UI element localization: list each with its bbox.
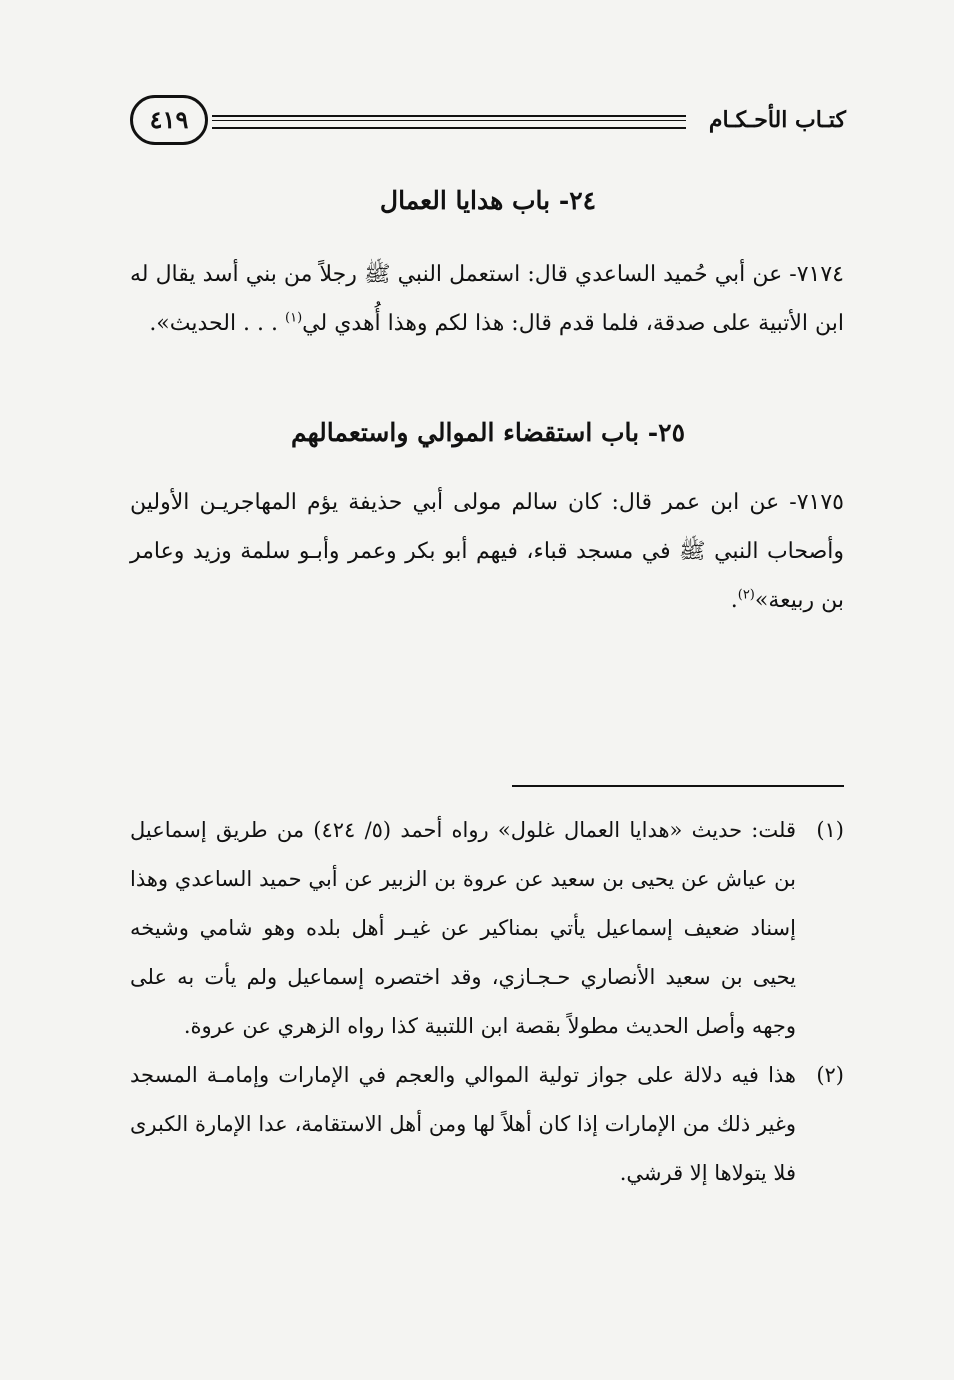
chapter-heading-25: ٢٥- باب استقضاء الموالي واستعمالهم	[290, 418, 686, 447]
footnote-text: قلت: حديث «هدايا العمال غلول» رواه أحمد (٥/ ٤٢٤) من طريق إسماعيل بن عياش عن يحيى بن سعيد عن عروة بن الزبير عن أبي حميد الساعدي وهذا إسناد ضعيف إسماعيل يأتي بمناكير عن غيـر أهل بلده وهو شامي وشيخه يحيى بن سعيد الأنصاري حـجـازي، وقد اختصره إسماعيل ولم يأت به على وجهه وأصل الحديث مطولاً بقصة ابن اللتبية كذا رواه الزهري عن عروة.	[130, 818, 796, 1038]
hadith-tail: .	[730, 588, 738, 613]
header-rule	[212, 115, 686, 129]
footnote-ref-2: (٢)	[737, 587, 755, 603]
footnote-text: هذا فيه دلالة على جواز تولية الموالي والعجم في الإمارات وإمامـة المسجد وغير ذلك من الإمارات إذا كان أهلاً لها ومن أهل الاستقامة، عدا الإمارة الكبرى فلا يتولاها إلا قرشي.	[130, 1063, 796, 1185]
footnote-1	[130, 806, 844, 1051]
footnote-separator	[512, 785, 844, 787]
page-header	[130, 95, 846, 147]
footnote-mark: (١)	[816, 818, 844, 842]
footnote-ref-1: (١)	[285, 310, 303, 326]
running-title: كتـاب الأحـكـام	[708, 107, 846, 133]
hadith-tail: . . . الحديث».	[149, 311, 279, 336]
hadith-text: ٧١٧٤- عن أبي حُميد الساعدي قال: استعمل النبي ﷺ رجلاً من بني أسد يقال له ابن الأتبية على صدقة، فلما قدم قال: هذا لكم وهذا أُهدي لي	[130, 262, 844, 336]
footnote-2	[130, 1051, 844, 1198]
footnote-mark: (٢)	[816, 1063, 844, 1087]
hadith-text: ٧١٧٥- عن ابن عمر قال: كان سالم مولى أبي حذيفة يؤم المهاجريـن الأولين وأصحاب النبي ﷺ في مسجد قباء، فيهم أبو بكر وعمر وأبـو سلمة وزيد وعامر بن ربيعة»	[130, 490, 844, 613]
footnotes	[130, 806, 844, 1198]
hadith-7174	[130, 250, 844, 348]
chapter-heading-24: ٢٤- باب هدايا العمال	[379, 186, 597, 215]
hadith-7175	[130, 478, 844, 625]
page-number: ٤١٩	[130, 95, 208, 145]
